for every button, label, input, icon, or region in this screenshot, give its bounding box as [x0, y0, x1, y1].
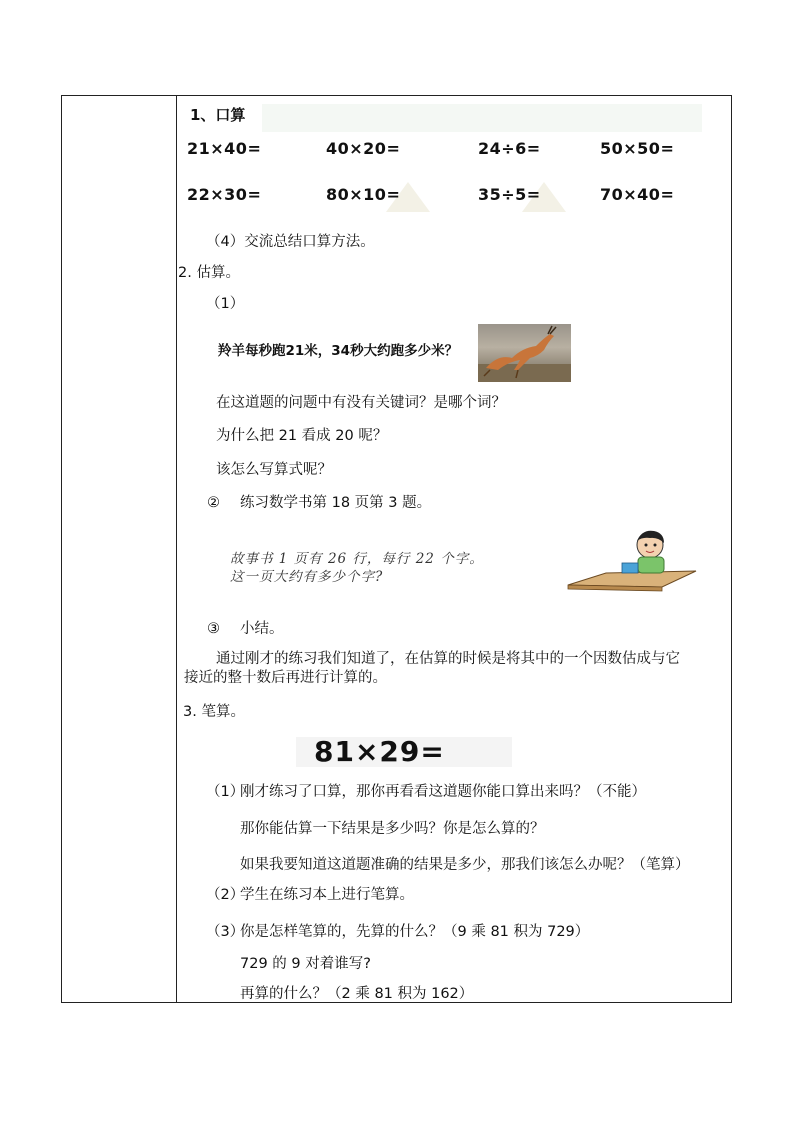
p3-text: 你是怎样笔算的，先算的什么？（9 乘 81 积为 729）	[240, 924, 590, 940]
column-divider	[176, 95, 177, 1003]
book-problem-line1: 故事书 1 页有 26 行，每行 22 个字。	[230, 551, 484, 567]
oral-expr: 22×30=	[187, 185, 262, 204]
oral-expr: 70×40=	[600, 185, 675, 204]
summary-line2: 接近的整十数后再进行计算的。	[184, 670, 387, 686]
item3-text: 小结。	[240, 621, 284, 637]
item2-text: 练习数学书第 18 页第 3 题。	[240, 495, 432, 511]
oral-title: 1、口算	[190, 106, 246, 124]
oral-expr: 40×20=	[326, 139, 401, 158]
equation-text: 81×29=	[314, 735, 445, 768]
antelope-photo	[478, 324, 571, 382]
p3-number: （3）	[206, 924, 245, 940]
estimate-sub1: （1）	[206, 296, 245, 312]
p1-text: 刚才练习了口算，那你再看看这道题你能口算出来吗？（不能）	[240, 784, 646, 800]
book-problem-line2: 这一页大约有多少个字?	[230, 569, 384, 585]
item2-number: ②	[207, 495, 220, 511]
estimate-heading: 2. 估算。	[178, 265, 240, 281]
question-banner-text: 羚羊每秒跑21米，34秒大约跑多少米？	[218, 343, 459, 359]
p3-question3: 再算的什么？（2 乘 81 积为 162）	[240, 986, 474, 1002]
oral-expr: 21×40=	[187, 139, 262, 158]
oral-expr: 24÷6=	[478, 139, 541, 158]
p2-text: 学生在练习本上进行笔算。	[240, 887, 414, 903]
oral-expr: 35÷5=	[478, 185, 541, 204]
p1-question2: 那你能估算一下结果是多少吗？你是怎么算的？	[240, 821, 545, 837]
step-4-text: （4）交流总结口算方法。	[206, 234, 375, 250]
estimate-q1: 在这道题的问题中有没有关键词？是哪个词？	[216, 395, 506, 411]
written-heading: 3. 笔算。	[183, 704, 245, 720]
boy-reading-illustration	[566, 527, 698, 597]
item3-number: ③	[207, 621, 220, 637]
estimate-q2: 为什么把 21 看成 20 呢？	[216, 428, 388, 444]
p2-number: （2）	[206, 887, 245, 903]
p3-question2: 729 的 9 对着谁写?	[240, 956, 371, 972]
oral-title-band	[262, 104, 702, 132]
p1-question3: 如果我要知道这道题准确的结果是多少，那我们该怎么办呢？（笔算）	[240, 857, 690, 873]
oral-expr: 50×50=	[600, 139, 675, 158]
oral-expr: 80×10=	[326, 185, 401, 204]
p1-number: （1）	[206, 784, 245, 800]
summary-line1: 通过刚才的练习我们知道了，在估算的时候是将其中的一个因数估成与它	[216, 651, 680, 667]
estimate-q3: 该怎么写算式呢？	[216, 462, 332, 478]
